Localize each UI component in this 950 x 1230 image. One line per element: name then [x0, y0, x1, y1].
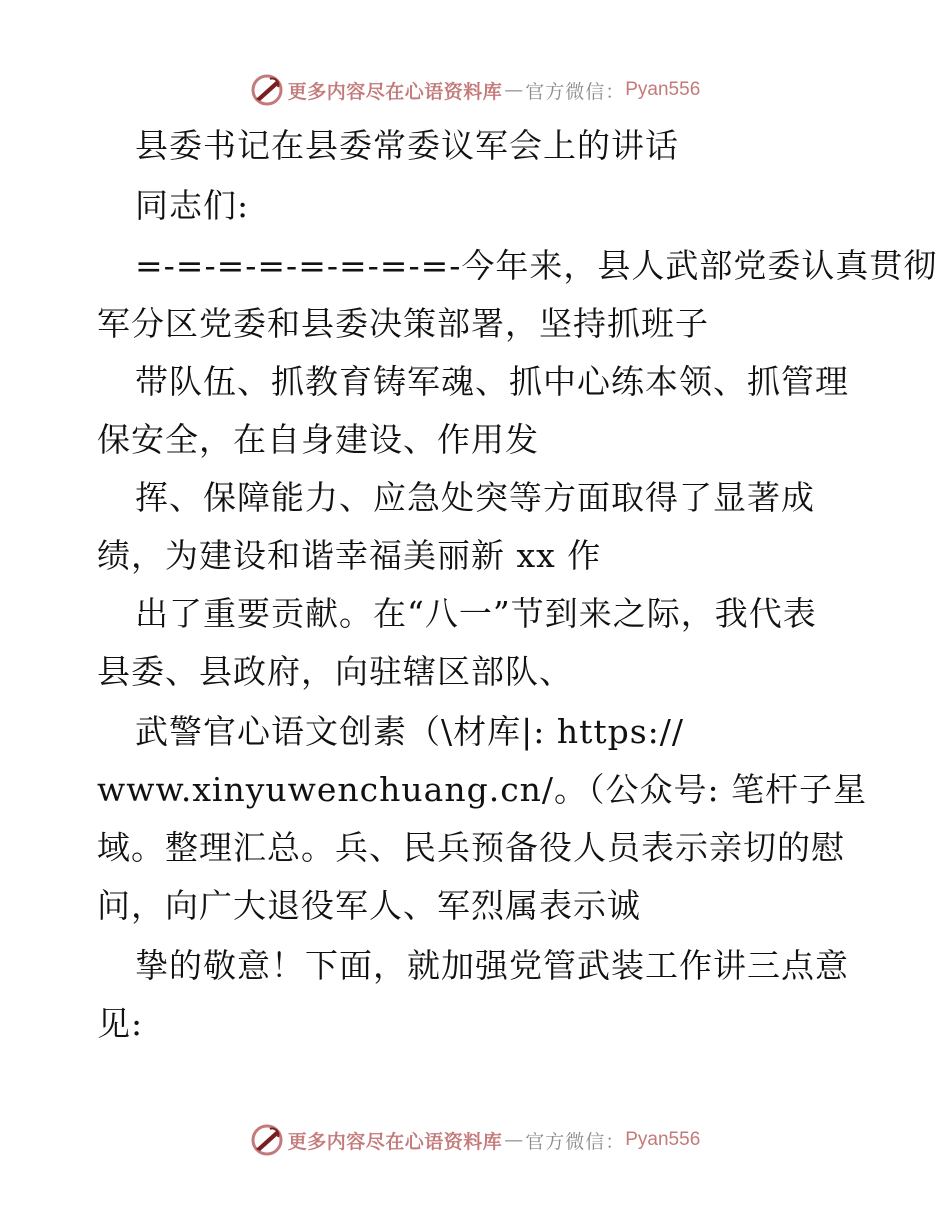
paragraph-line: 域。整理汇总。兵、民兵预备役人员表示亲切的慰: [97, 828, 845, 867]
paragraph-line: 出了重要贡献。在“八一”节到来之际，我代表: [135, 594, 817, 633]
document-title: 县委书记在县委常委议军会上的讲话: [135, 126, 679, 165]
brand-logo-icon: [250, 73, 284, 107]
watermark-official-label: 官方微信：: [525, 1130, 626, 1153]
watermark-wechat-id: Pyan556: [625, 1129, 701, 1150]
paragraph-line: 挚的敬意！下面，就加强党管武装工作讲三点意: [135, 946, 849, 985]
watermark-official-label: 官方微信：: [525, 80, 626, 103]
paragraph-line: 同志们:: [135, 186, 250, 225]
paragraph-line: 问，向广大退役军人、军烈属表示诚: [97, 886, 641, 925]
paragraph-line: 武警官心语文创素（\材库|: https://: [135, 712, 685, 751]
watermark-separator: —: [504, 79, 524, 101]
watermark-brand: 更多内容尽在心语资料库: [287, 1130, 503, 1153]
paragraph-line: 挥、保障能力、应急处突等方面取得了显著成: [135, 478, 815, 517]
paragraph-line: 军分区党委和县委决策部署，坚持抓班子: [97, 304, 709, 343]
watermark-wechat-id: Pyan556: [625, 79, 701, 100]
paragraph-line: 见:: [97, 1004, 144, 1043]
paragraph-line: 县委、县政府，向驻辖区部队、: [97, 652, 573, 691]
footer-watermark: [0, 1120, 950, 1160]
paragraph-line: 保安全，在自身建设、作用发: [97, 420, 539, 459]
paragraph-line: 带队伍、抓教育铸军魂、抓中心练本领、抓管理: [135, 362, 849, 401]
brand-logo-icon: [250, 1123, 284, 1157]
header-watermark: [0, 70, 950, 110]
watermark-separator: —: [504, 1129, 524, 1151]
paragraph-line: 绩，为建设和谐幸福美丽新 xx 作: [97, 536, 602, 575]
paragraph-line: =-=-=-=-=-=-=-=-今年来，县人武部党委认真贯彻: [135, 246, 938, 285]
watermark-brand: 更多内容尽在心语资料库: [287, 80, 503, 103]
paragraph-line: www.xinyuwenchuang.cn/。（公众号: 笔杆子星: [97, 770, 868, 809]
